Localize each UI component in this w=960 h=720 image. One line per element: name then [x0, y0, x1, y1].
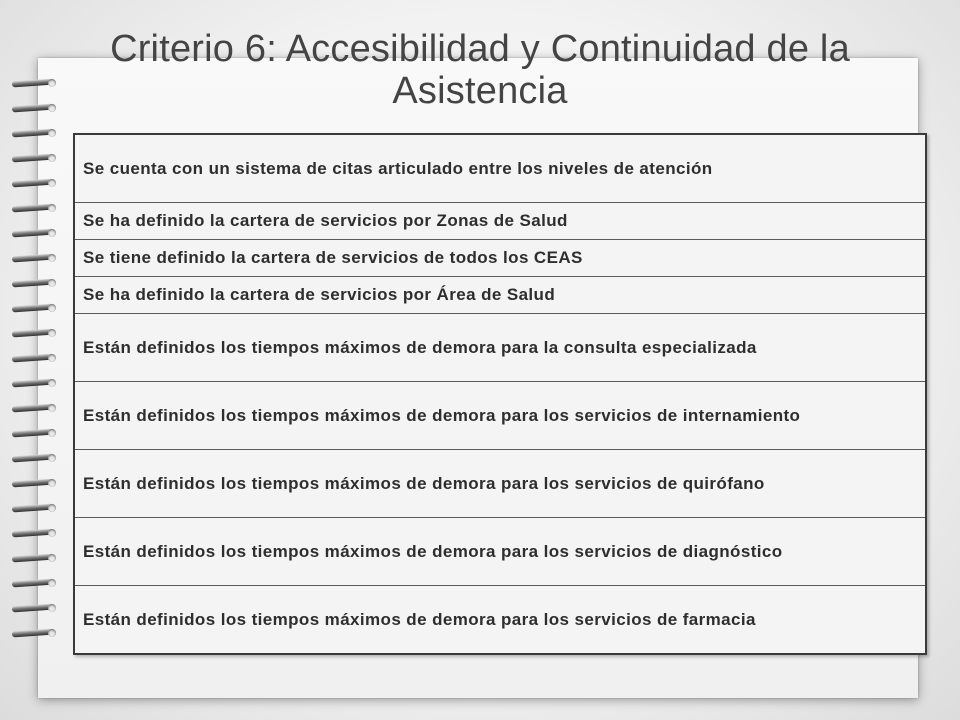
table-row — [74, 314, 926, 382]
binding-ring — [12, 505, 56, 514]
binding-ring — [12, 430, 56, 439]
table-row — [74, 586, 926, 655]
table-cell: Se ha definido la cartera de servicios por Área de Salud — [74, 277, 926, 314]
table-cell: Se cuenta con un sistema de citas articulado entre los niveles de atención — [74, 134, 926, 203]
binding-ring — [12, 230, 56, 239]
binding-ring — [12, 305, 56, 314]
binding-ring — [12, 580, 56, 589]
binding-ring — [12, 380, 56, 389]
slide-title — [40, 28, 920, 112]
binding-ring — [12, 355, 56, 364]
binding-ring — [12, 255, 56, 264]
table-row — [74, 203, 926, 240]
table-row — [74, 382, 926, 450]
table-row — [74, 277, 926, 314]
binding-ring — [12, 155, 56, 164]
binding-ring — [12, 405, 56, 414]
table-cell: Están definidos los tiempos máximos de demora para la consulta especializada — [74, 314, 926, 382]
table-cell: Están definidos los tiempos máximos de demora para los servicios de quirófano — [74, 450, 926, 518]
slide-title-line-2: Asistencia — [392, 70, 568, 112]
binding-ring — [12, 630, 56, 639]
binding-ring — [12, 605, 56, 614]
binding-ring — [12, 480, 56, 489]
table-cell: Se ha definido la cartera de servicios por Zonas de Salud — [74, 203, 926, 240]
table-row — [74, 518, 926, 586]
binding-ring — [12, 455, 56, 464]
table-row — [74, 450, 926, 518]
spiral-binding — [12, 80, 72, 660]
binding-ring — [12, 205, 56, 214]
table-row — [74, 134, 926, 203]
binding-ring — [12, 330, 56, 339]
criteria-table — [73, 133, 927, 655]
binding-ring — [12, 130, 56, 139]
table-cell: Están definidos los tiempos máximos de demora para los servicios de diagnóstico — [74, 518, 926, 586]
table-cell: Se tiene definido la cartera de servicios de todos los CEAS — [74, 240, 926, 277]
binding-ring — [12, 530, 56, 539]
binding-ring — [12, 280, 56, 289]
binding-ring — [12, 555, 56, 564]
table-cell: Están definidos los tiempos máximos de demora para los servicios de farmacia — [74, 586, 926, 655]
binding-ring — [12, 180, 56, 189]
table-cell: Están definidos los tiempos máximos de demora para los servicios de internamiento — [74, 382, 926, 450]
slide-title-line-1: Criterio 6: Accesibilidad y Continuidad de la — [110, 28, 850, 70]
table-row — [74, 240, 926, 277]
